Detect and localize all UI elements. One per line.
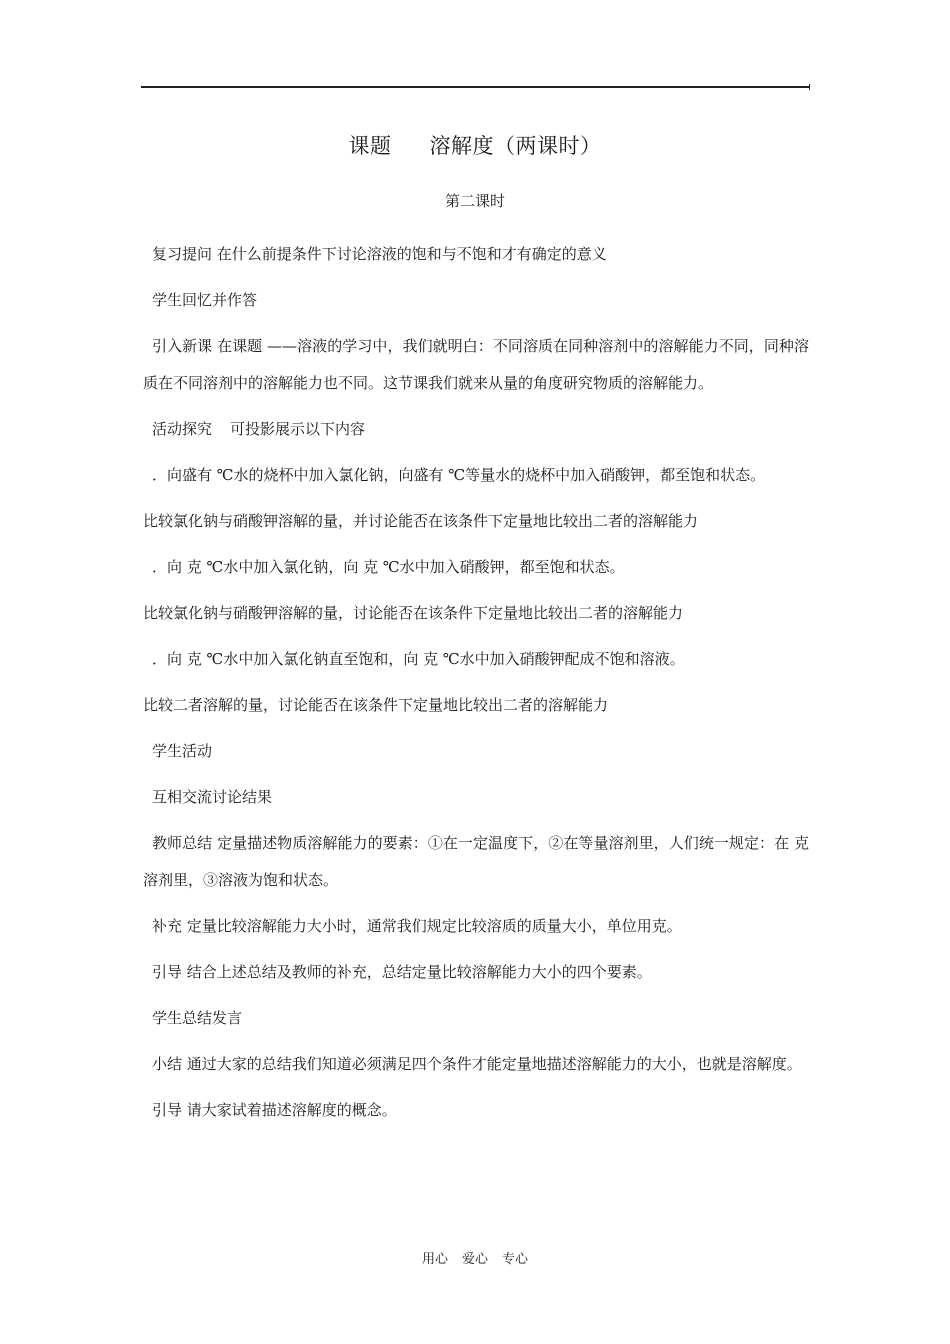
paragraph-label: 引入新课 bbox=[152, 337, 213, 355]
paragraph-guide-2 bbox=[143, 1092, 809, 1129]
lesson-subtitle: 第二课时 bbox=[444, 192, 505, 210]
document-body bbox=[143, 236, 809, 1138]
title-part2: 溶解度（两课时） bbox=[429, 134, 602, 158]
paragraph-label: 活动探究 bbox=[152, 420, 213, 438]
paragraph-student-answer: 学生回忆并作答 bbox=[152, 291, 258, 309]
paragraph-student-summary: 学生总结发言 bbox=[152, 1009, 243, 1027]
paragraph-text: 定量比较溶解能力大小时，通常我们规定比较溶质的质量大小，单位用克。 bbox=[186, 917, 682, 935]
paragraph-text: 通过大家的总结我们知道必须满足四个条件才能定量地描述溶解能力的大小，也就是溶解度。 bbox=[186, 1055, 802, 1073]
title-part1: 课题 bbox=[348, 134, 392, 158]
paragraph-teacher-summary bbox=[143, 825, 809, 899]
paragraph-text: 在什么前提条件下讨论溶液的饱和与不饱和才有确定的意义 bbox=[216, 245, 607, 263]
paragraph-text: 定量描述物质溶解能力的要素：①在一定温度下，②在等量溶剂里，人们统一规定：在 克溶剂里，③溶液为饱和状态。 bbox=[143, 834, 809, 889]
paragraph-conclusion bbox=[143, 1046, 809, 1083]
paragraph-experiment-2: ．向 克 ℃水中加入氯化钠，向 克 ℃水中加入硝酸钾，都至饱和状态。 bbox=[152, 558, 625, 576]
paragraph-label: 补充 bbox=[152, 917, 183, 935]
footer-word: 用心 bbox=[421, 1252, 448, 1267]
page-title bbox=[0, 130, 950, 160]
paragraph-discussion: 互相交流讨论结果 bbox=[152, 788, 273, 806]
paragraph-experiment-3: ．向 克 ℃水中加入氯化钠直至饱和，向 克 ℃水中加入硝酸钾配成不饱和溶液。 bbox=[152, 650, 685, 668]
paragraph-label: 复习提问 bbox=[152, 245, 213, 263]
paragraph-label: 引导 bbox=[152, 1101, 183, 1119]
paragraph-text: 在课题 ——溶液的学习中，我们就明白：不同溶质在同种溶剂中的溶解能力不同，同种溶质在不同溶剂中的溶解能力也不同。这节课我们就来从量的角度研究物质的溶解能力。 bbox=[143, 337, 809, 392]
paragraph-text: 结合上述总结及教师的补充，总结定量比较溶解能力大小的四个要素。 bbox=[186, 963, 652, 981]
paragraph-introduction bbox=[143, 328, 809, 402]
paragraph-experiment-1: ．向盛有 ℃水的烧杯中加入氯化钠，向盛有 ℃等量水的烧杯中加入硝酸钾，都至饱和状态。 bbox=[152, 466, 766, 484]
paragraph-compare-1: 比较氯化钠与硝酸钾溶解的量，并讨论能否在该条件下定量地比较出二者的溶解能力 bbox=[143, 512, 699, 530]
paragraph-label: 小结 bbox=[152, 1055, 183, 1073]
paragraph-compare-2: 比较氯化钠与硝酸钾溶解的量，讨论能否在该条件下定量地比较出二者的溶解能力 bbox=[143, 604, 684, 622]
page-footer bbox=[0, 1248, 950, 1267]
paragraph-label: 教师总结 bbox=[152, 834, 213, 852]
paragraph-review-question bbox=[143, 236, 809, 273]
header-rule-end bbox=[809, 84, 810, 90]
footer-word: 爱心 bbox=[461, 1252, 488, 1267]
footer-word: 专心 bbox=[502, 1252, 529, 1267]
paragraph-label: 引导 bbox=[152, 963, 183, 981]
paragraph-student-activity: 学生活动 bbox=[152, 742, 213, 760]
paragraph-guide-1 bbox=[143, 954, 809, 991]
paragraph-text: 请大家试着描述溶解度的概念。 bbox=[186, 1101, 397, 1119]
paragraph-compare-3: 比较二者溶解的量，讨论能否在该条件下定量地比较出二者的溶解能力 bbox=[143, 696, 609, 714]
paragraph-activity bbox=[143, 411, 809, 448]
paragraph-text: 可投影展示以下内容 bbox=[230, 420, 366, 438]
header-rule bbox=[141, 86, 809, 88]
paragraph-supplement bbox=[143, 908, 809, 945]
